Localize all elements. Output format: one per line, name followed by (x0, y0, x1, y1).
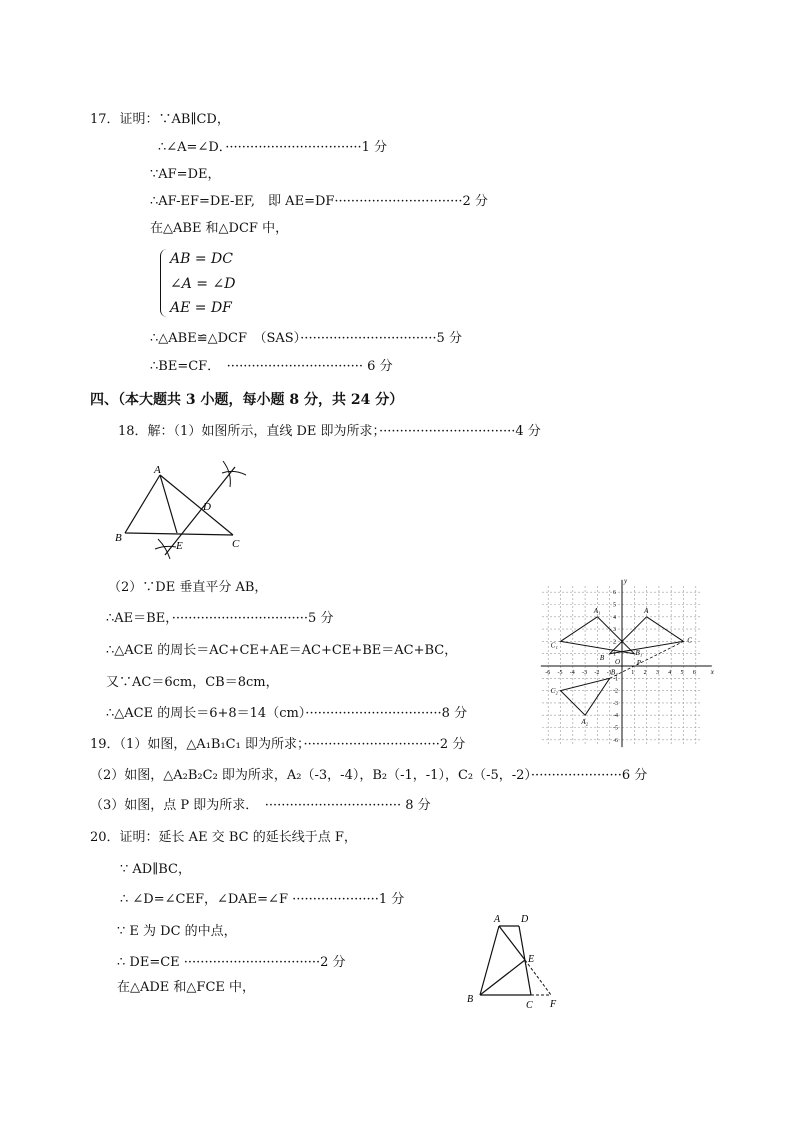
label-p: P (636, 658, 642, 667)
y-tick-label: 2 (613, 639, 616, 646)
label-d: D (521, 914, 529, 925)
q17-line-5: 在△ABE 和△DCF 中， (150, 221, 289, 236)
y-tick-label: -4 (613, 713, 618, 720)
label-c: C (526, 1000, 533, 1011)
x-tick-label: 5 (680, 670, 684, 676)
label-a: A (154, 464, 161, 476)
q17-system-eq-3: AE = DF (170, 300, 232, 316)
x-tick-label: 6 (692, 670, 696, 676)
q18-line-6: ∴△ACE 的周长＝6+8＝14（cm）·································8 分 (106, 706, 468, 721)
q17-line-4: ∴AF-EF=DE-EF, 即 AE=DF·······························2 分 (150, 194, 488, 209)
x-tick-label: -3 (582, 670, 588, 676)
y-tick-label: -5 (613, 725, 618, 732)
y-tick-label: -6 (613, 737, 618, 744)
label-a: A (644, 607, 649, 616)
q18-triangle-figure (110, 455, 270, 565)
q18-line-1: 18．解：（1）如图所示，直线 DE 即为所求；·································4 分 (118, 424, 541, 439)
x-tick-label: -2 (594, 670, 600, 676)
label-a1: A₁ (593, 607, 601, 616)
label-b1: B₁ (635, 648, 643, 657)
q18-line-4: ∴△ACE 的周长＝AC+CE+AE＝AC+CE+BE＝AC+BC， (106, 643, 458, 658)
q17-system-eq-2: ∠A = ∠D (170, 276, 236, 292)
q20-line-5: ∴ DE=CE ·································2 分 (117, 955, 346, 970)
x-tick-label: 2 (643, 670, 647, 676)
y-axis-label: y (624, 576, 628, 585)
label-b2: B₂ (610, 668, 618, 677)
q20-trapezoid-figure (462, 910, 572, 1010)
label-c1: C₁ (550, 641, 558, 650)
y-tick-label: -3 (613, 700, 618, 707)
label-b: B (467, 994, 474, 1005)
q17-line-7: ∴BE=CF． ································· 6 分 (150, 359, 393, 374)
q19-line-3: （3）如图，点 P 即为所求． ································· 8 分 (90, 798, 431, 813)
x-tick-label: -6 (545, 670, 551, 676)
label-e: E (176, 540, 183, 552)
q17-line-2: ∴∠A=∠D．·································1 分 (158, 140, 388, 155)
y-tick-label: -1 (613, 676, 618, 683)
q19-coordinate-grid (545, 576, 718, 750)
x-tick-label: -5 (557, 670, 563, 676)
q18-line-2: （2）∵DE 垂直平分 AB， (108, 580, 268, 595)
q17-line-1: 17．证明：∵AB∥CD， (90, 112, 230, 127)
label-f: F (550, 999, 557, 1010)
y-tick-label: 5 (613, 602, 616, 609)
x-tick-label: 3 (655, 670, 659, 676)
section-heading: 四、（本大题共 3 小题，每小题 8 分，共 24 分） (90, 392, 404, 408)
x-tick-label: 4 (668, 670, 672, 676)
label-a2: A₂ (581, 717, 589, 726)
q20-line-1: 20．证明：延长 AE 交 BC 的延长线于点 F， (90, 830, 357, 845)
label-b: B (599, 653, 605, 662)
x-tick-label: 1 (631, 670, 635, 676)
system-brace (160, 249, 167, 317)
y-tick-label: 3 (613, 627, 616, 634)
q20-line-4: ∵ E 为 DC 的中点， (117, 924, 237, 939)
label-a: A (494, 914, 501, 925)
y-tick-label: -2 (613, 688, 618, 695)
q20-line-2: ∵ AD∥BC， (120, 862, 191, 877)
x-axis-label: x (710, 668, 714, 676)
y-tick-label: 6 (613, 590, 616, 597)
q18-line-3: ∴AE＝BE，·································5 分 (106, 611, 334, 626)
label-d: D (203, 501, 211, 513)
q17-line-6: ∴△ABE≌△DCF （SAS）·································5 分 (150, 331, 462, 346)
q20-line-3: ∴ ∠D=∠CEF，∠DAE=∠F ·····················1 分 (120, 892, 405, 907)
label-c2: C₂ (550, 687, 558, 696)
label-b: B (115, 532, 122, 544)
x-tick-label: -4 (569, 670, 575, 676)
q17-system-eq-1: AB = DC (170, 251, 233, 267)
label-c: C (687, 636, 692, 645)
x-tick-label: -1 (606, 670, 612, 676)
y-tick-label: 4 (613, 614, 616, 621)
y-tick-label: 1 (613, 651, 616, 658)
q20-line-6: 在△ADE 和△FCE 中， (117, 980, 256, 995)
q17-line-3: ∵AF=DE， (150, 167, 221, 182)
q19-line-1: 19．（1）如图，△A₁B₁C₁ 即为所求；·································2 分 (90, 737, 466, 752)
origin-label: O (615, 658, 621, 666)
q19-line-2: （2）如图，△A₂B₂C₂ 即为所求，A₂（-3，-4），B₂（-1，-1），C₂（-5，-2）······················6 分 (90, 768, 648, 783)
q18-line-5: 又∵AC＝6cm，CB＝8cm， (106, 675, 279, 690)
label-e: E (528, 954, 535, 965)
label-c: C (232, 538, 240, 550)
